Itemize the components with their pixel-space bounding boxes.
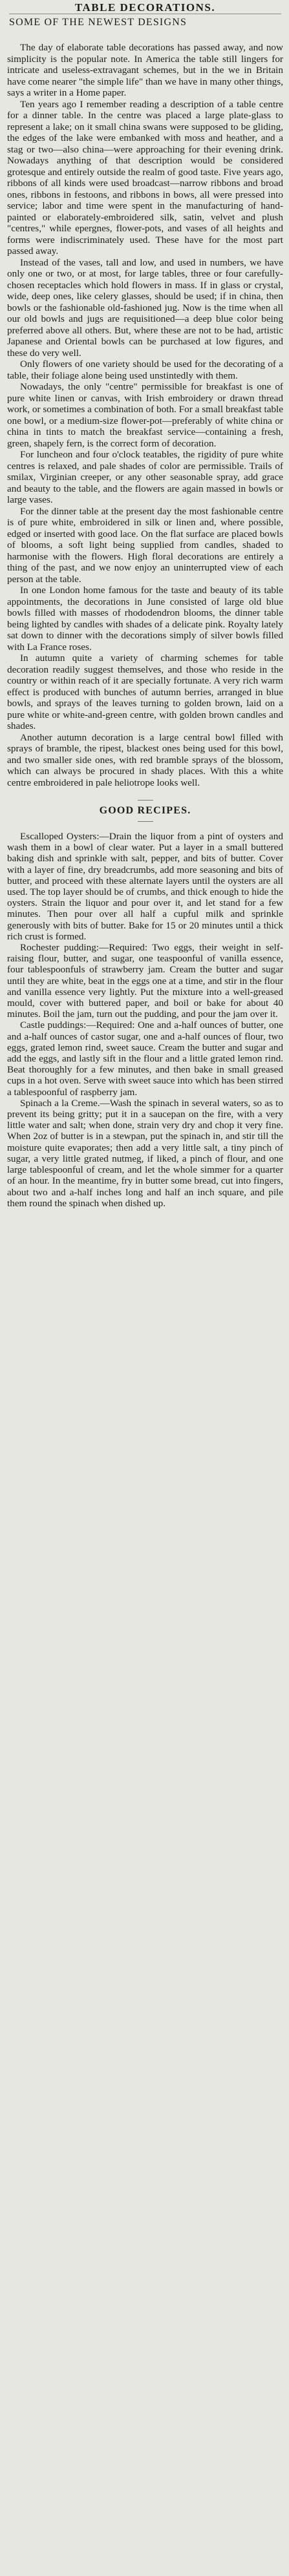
section-divider — [138, 800, 153, 801]
spacer — [7, 29, 283, 42]
article-paragraph: Ten years ago I remember reading a description of a table centre for a dinner table. In the centre was placed a large plate-glass to represent a lake; on it small china swans were supposed to be gliding, the edges of the lake were embanked with moss and heather, and a stag or two—also china—were approaching for their evening drink. Nowadays anything of that description would be considered grotesque and entirely outside the realm of good taste. Five years ago, ribbons of all kinds were used broadcast—narrow ribbons and broad ones, ribbons in festoons, and ribbons in bows, all were pressed into service; labor and time were spent in the manufacturing of hand-painted or elaborately-embroidered silk, satin, velvet and plush "centres," while epergnes, flower-pots, and vases of all heights and forms were indiscriminately used. These have for the most part passed away. — [7, 98, 283, 257]
recipes-title: GOOD RECIPES. — [99, 805, 191, 816]
recipe-paragraph: Castle puddings:—Required: One and a-half ounces of butter, one and a-half ounces of castor sugar, one and a-half ounces of flour, two eggs, grated lemon rind, sweet sauce. Cream the butter and sugar and add the eggs, and lastly sift in the flour and a little grated lemon rind. Beat thoroughly for a few minutes, and then bake in small greased cups in a hot oven. Serve with sweet sauce into which has been stirred a tablespoonful of raspberry jam. — [7, 1020, 283, 1098]
article-paragraph: For the dinner table at the present day the most fashionable centre is of pure white, embroidered in silk or linen and, where possible, edged or inserted with good lace. On the flat surface are placed bowls of blooms, a soft light being supplied from candles, shaded to harmonise with the flowers. High floral decorations are entirely a thing of the past, and we now enjoy an uninterrupted view of each person at the table. — [7, 505, 283, 585]
article-body — [7, 42, 283, 788]
article-subtitle: SOME OF THE NEWEST DESIGNS — [9, 17, 187, 28]
article-paragraph: Nowadays, the only "centre" permissible for breakfast is one of pure white linen or canvas, with Irish embroidery or drawn thread work, or sometimes a combination of both. For a small breakfast table one bowl, or a medium-size flower-pot—preferably of white china or china in tints to match the breakfast service—containing a fresh, green, shapely fern, is the correct form of decoration. — [7, 381, 283, 449]
article-paragraph: In autumn quite a variety of charming schemes for table decoration readily suggest themselves, and those who reside in the country or within reach of it are specially fortunate. A very rich warm effect is produced with bunches of autumn berries, arranged in blue bowls, and sprays of the leaves turning to golden brown, laid on a pure white or white-and-green centre, with golden brown candles and shades. — [7, 653, 283, 731]
recipe-paragraph: Spinach a la Creme.—Wash the spinach in several waters, so as to prevent its being gritty; put it in a saucepan on the fire, with a very little water and salt; when done, strain very dry and chop it very fine. When 2oz of butter is in a stewpan, put the spinach in, and stir till the moisture quite evaporates; then add a very little salt, a tiny pinch of sugar, a very little grated nutmeg, if liked, a pinch of flour, and one large tablespoonful of cream, and let the whole simmer for a quarter of an hour. In the meantime, fry in butter some bread, cut into fingers, about two and a-half inches long and half an inch square, and pile them round the spinach when dished up. — [7, 1097, 283, 1209]
recipe-paragraph: Escalloped Oysters:—Drain the liquor from a pint of oysters and wash them in a bowl of clear water. Put a layer in a small buttered baking dish and sprinkle with salt, pepper, and bits of butter. Cover with a layer of fine, dry breadcrumbs, add more seasoning and bits of butter, and proceed with these alternate layers until the oysters are all used. The top layer should be of crumbs, and thick enough to hide the oysters. Strain the liquor and pour over it, and let stand for a few minutes. Then pour over all half a cupful milk and sprinkle generously with bits of butter. Bake for 15 or 20 minutes until a thick rich crust is formed. — [7, 831, 283, 942]
article-paragraph: Instead of the vases, tall and low, and used in numbers, we have only one or two, or at most, for large tables, three or four carefully-chosen receptacles which hold flowers in mass. If in glass or crystal, wide, deep ones, like celery glasses, should be used; if in china, then bowls or the fashionable old-fashioned jug. Now is the time when all our old bowls and jugs are requisitioned—a deep blue color being preferred above all others. But, where these are not to be had, artistic Japanese and Oriental bowls can be purchased at low figures, and these do very well. — [7, 257, 283, 359]
article-paragraph: Another autumn decoration is a large central bowl filled with sprays of bramble, the ripest, blackest ones being used for this bowl, and two smaller side ones, with red bramble sprays of the blossom, which can always be procured in shady places. With this a white centre embroidered in pale heliotrope looks well. — [7, 731, 283, 788]
article-paragraph: The day of elaborate table decorations has passed away, and now simplicity is the popular note. In America the table still lingers for intricate and useless-extravagant schemes, but in the we in Britain have come nearer "the simple life" than we have in many other things, says a writer in a Home paper. — [7, 42, 283, 98]
newspaper-clipping — [0, 0, 289, 1209]
article-title: TABLE DECORATIONS. — [74, 1, 216, 14]
article-paragraph: Only flowers of one variety should be used for the decorating of a table, their foliage alone being used unstintedly with them. — [7, 359, 283, 381]
article-paragraph: For luncheon and four o'clock teatables, the rigidity of pure white centres is relaxed, and pale shades of color are permissible. Trails of smilax, Virginian creeper, or any other seasonable spray, add grace and beauty to the table, and the flowers are again massed in bowls or large vases. — [7, 449, 283, 505]
recipes-body — [7, 831, 283, 1209]
article-paragraph: In one London home famous for the taste and beauty of its table appointments, the decorations in June consisted of large old blue bowls filled with masses of rhododendron blooms, the dinner table being lighted by candles with shades of a delicate pink. Royalty lately sat down to dinner with the decorations simply of silver bowls filled with La France roses. — [7, 585, 283, 653]
recipes-title-rule — [138, 821, 153, 822]
recipe-paragraph: Rochester pudding:—Required: Two eggs, their weight in self-raising flour, butter, and sugar, one teaspoonful of vanilla essence, four tablespoonfuls of strawberry jam. Cream the butter and sugar until they are white, beat in the eggs one at a time, and stir in the flour and vanilla essence very lightly. Put the mixture into a well-greased mould, cover with buttered paper, and boil or bake for about 40 minutes. Boil the jam, turn out the pudding, and pour the jam over it. — [7, 942, 283, 1020]
